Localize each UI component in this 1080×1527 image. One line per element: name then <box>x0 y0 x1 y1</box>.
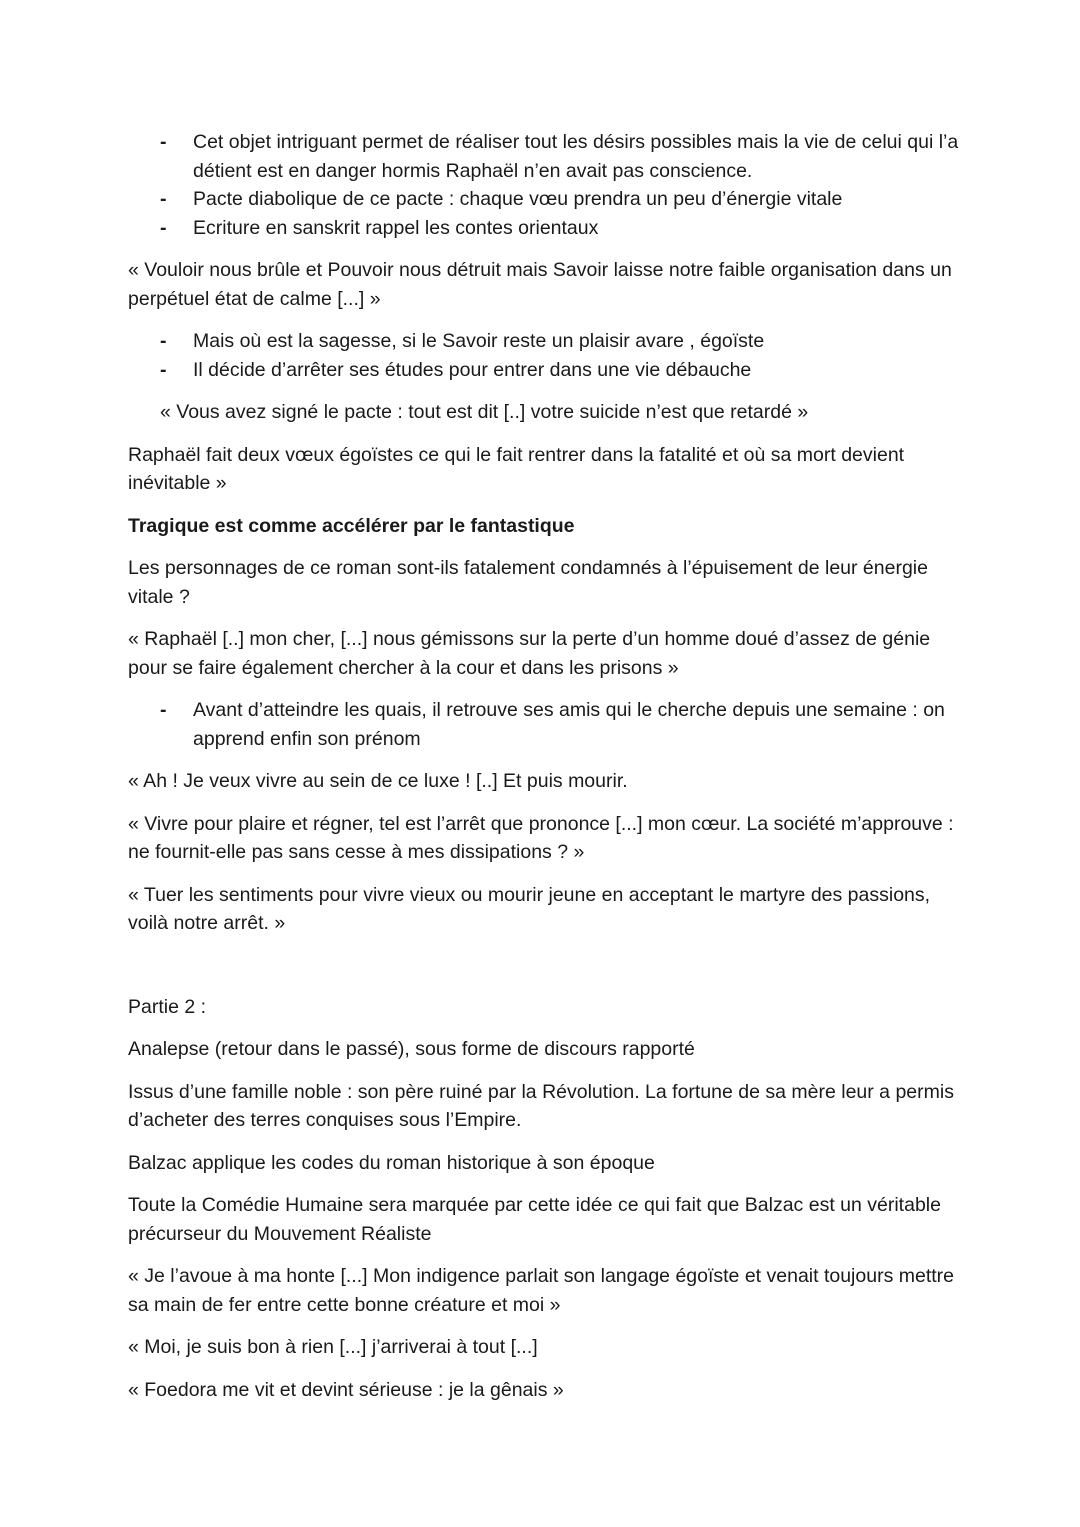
bullet-list-1 <box>128 128 968 242</box>
bullet-list-3 <box>128 696 968 753</box>
quote-moi: « Moi, je suis bon à rien [...] j’arriverai à tout [...] <box>128 1336 538 1358</box>
paragraph-balzac-codes: Balzac applique les codes du roman historique à son époque <box>128 1151 655 1174</box>
list-item: - Pacte diabolique de ce pacte : chaque vœu prendra un peu d’énergie vitale <box>128 185 968 214</box>
quote-vouloir: « Vouloir nous brûle et Pouvoir nous détruit mais Savoir laisse notre faible organisation dans un perpétuel état de calme [...] » <box>128 259 952 310</box>
list-item: - Mais où est la sagesse, si le Savoir reste un plaisir avare , égoïste <box>128 327 968 356</box>
bullet-list-2 <box>128 327 968 384</box>
quote-ah: « Ah ! Je veux vivre au sein de ce luxe ! [..] Et puis mourir. <box>128 770 628 792</box>
quote-vivre: « Vivre pour plaire et régner, tel est l’arrêt que prononce [...] mon cœur. La société m’approuve : ne fournit-elle pas sans cesse à mes dissipations ? » <box>128 812 954 863</box>
list-item: - Ecriture en sanskrit rappel les contes orientaux <box>128 214 968 243</box>
list-item: - Il décide d’arrêter ses études pour entrer dans une vie débauche <box>128 356 968 385</box>
quote-honte: « Je l’avoue à ma honte [...] Mon indigence parlait son langage égoïste et venait toujours mettre sa main de fer entre cette bonne créature et moi » <box>128 1265 955 1316</box>
paragraph-famille: Issus d’une famille noble : son père ruiné par la Révolution. La fortune de sa mère leur a permis d’acheter des terres conquises sous l’Empire. <box>128 1080 954 1131</box>
partie2-title: Partie 2 : <box>128 995 207 1018</box>
quote-tuer: « Tuer les sentiments pour vivre vieux ou mourir jeune en acceptant le martyre des passions, voilà notre arrêt. » <box>128 883 931 934</box>
document-page <box>128 128 968 1418</box>
paragraph-voeux: Raphaël fait deux vœux égoïstes ce qui le fait rentrer dans la fatalité et où sa mort devient inévitable » <box>128 443 905 494</box>
heading-tragique: Tragique est comme accélérer par le fantastique <box>128 514 575 537</box>
question-paragraph: Les personnages de ce roman sont-ils fatalement condamnés à l’épuisement de leur énergie vitale ? <box>128 557 928 608</box>
list-item: - Avant d’atteindre les quais, il retrouve ses amis qui le cherche depuis une semaine : on apprend enfin son prénom <box>128 696 968 753</box>
quote-pacte: « Vous avez signé le pacte : tout est dit [..] votre suicide n’est que retardé » <box>160 401 809 423</box>
paragraph-analepse: Analepse (retour dans le passé), sous forme de discours rapporté <box>128 1038 695 1060</box>
list-item: - Cet objet intriguant permet de réaliser tout les désirs possibles mais la vie de celui qui l’a détient est en danger hormis Raphaël n’en avait pas conscience. <box>128 128 968 185</box>
spacer <box>128 952 968 993</box>
quote-foedora: « Foedora me vit et devint sérieuse : je la gênais » <box>128 1378 564 1401</box>
quote-raphael: « Raphaël [..] mon cher, [...] nous gémissons sur la perte d’un homme doué d’assez de génie pour se faire également chercher à la cour et dans les prisons » <box>128 628 931 679</box>
paragraph-comedie: Toute la Comédie Humaine sera marquée par cette idée ce qui fait que Balzac est un véritable précurseur du Mouvement Réaliste <box>128 1194 941 1245</box>
